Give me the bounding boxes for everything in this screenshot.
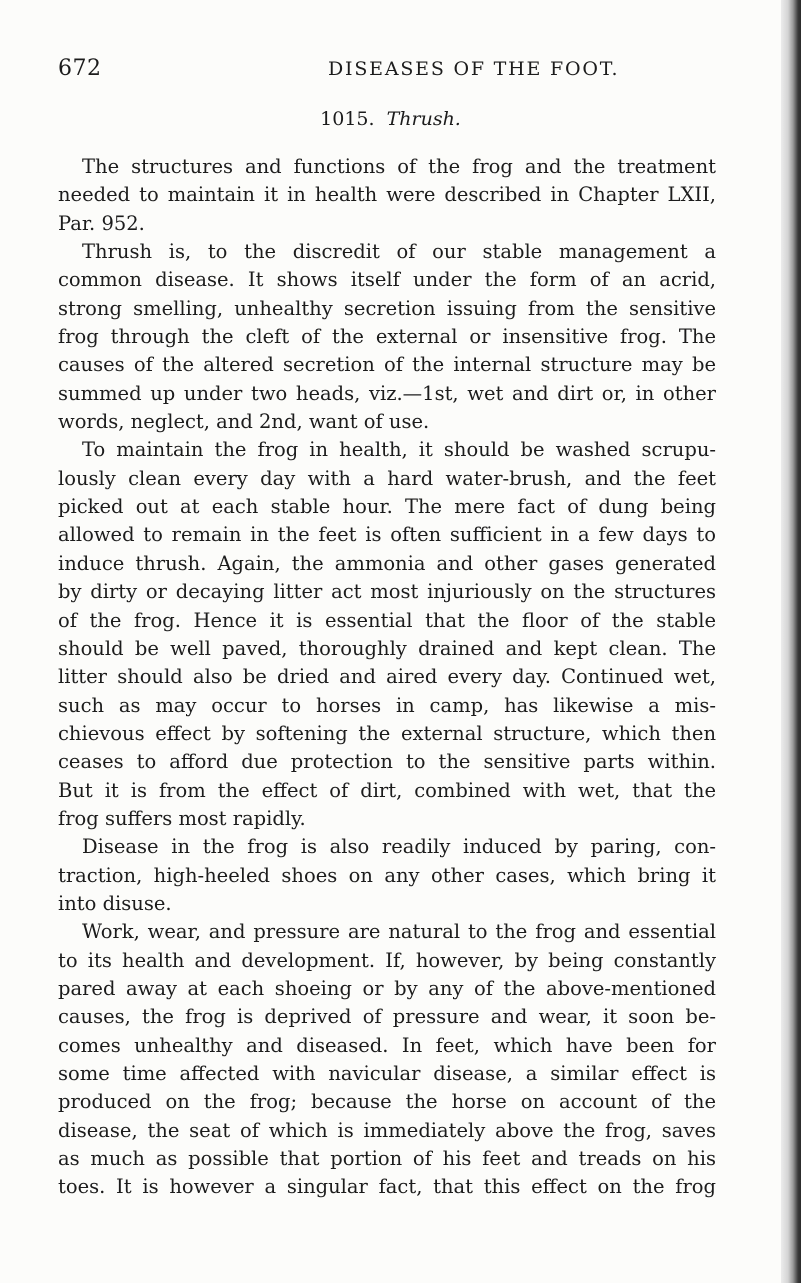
section-heading (0, 108, 791, 130)
text-line: ceases to afford due protection to the sensitive parts within. (58, 750, 716, 774)
text-line: summed up under two heads, viz.—1st, wet and dirt or, in other (58, 381, 716, 405)
text-line: chievous effect by softening the external structure, which then (58, 721, 716, 745)
text-line: disease, the seat of which is immediately above the frog, saves (58, 1118, 716, 1142)
text-line: of the frog. Hence it is essential that the floor of the stable (58, 608, 716, 632)
text-line: frog through the cleft of the external or insensitive frog. The (58, 325, 716, 349)
text-line: traction, high-heeled shoes on any other cases, which bring it (58, 863, 716, 887)
text-line: by dirty or decaying litter act most injuriously on the structures (58, 580, 716, 604)
text-line: causes, the frog is deprived of pressure and wear, it soon be- (58, 1005, 716, 1029)
section-number: 1015. (320, 108, 375, 130)
text-line: into disuse. (58, 891, 172, 915)
text-line: as much as possible that portion of his feet and treads on his (58, 1147, 716, 1171)
page-number: 672 (58, 56, 102, 81)
text-line: common disease. It shows itself under the form of an acrid, (58, 268, 716, 292)
text-line: words, neglect, and 2nd, want of use. (58, 410, 430, 434)
text-line: picked out at each stable hour. The mere fact of dung being (58, 495, 716, 519)
text-line: should be well paved, thoroughly drained and kept clean. The (58, 636, 716, 660)
text-line: toes. It is however a singular fact, that this effect on the frog (58, 1175, 716, 1199)
text-line: to its health and development. If, however, by being constantly (58, 948, 716, 972)
text-line: The structures and functions of the frog and the treatment (82, 155, 716, 178)
text-line: To maintain the frog in health, it should be washed scrupu- (82, 438, 716, 462)
text-line: litter should also be dried and aired every day. Continued wet, (58, 665, 716, 689)
text-line: Work, wear, and pressure are natural to the frog and essential (82, 920, 716, 944)
text-line: induce thrush. Again, the ammonia and other gases generated (58, 551, 716, 575)
text-line: such as may occur to horses in camp, has likewise a mis- (58, 693, 716, 717)
text-line: allowed to remain in the feet is often sufficient in a few days to (58, 523, 716, 547)
text-line: frog suffers most rapidly. (58, 806, 306, 830)
body-text (58, 153, 716, 1202)
text-line: strong smelling, unhealthy secretion issuing from the sensitive (58, 296, 716, 320)
text-line: some time affected with navicular disease, a similar effect is (58, 1062, 716, 1085)
text-line: Disease in the frog is also readily induced by paring, con- (82, 835, 716, 859)
running-head (58, 56, 698, 86)
text-line: causes of the altered secretion of the internal structure may be (58, 353, 716, 377)
text-line: produced on the frog; because the horse on account of the (58, 1090, 716, 1114)
text-line: needed to maintain it in health were described in Chapter LXII, (58, 183, 716, 207)
text-line: But it is from the effect of dirt, combined with wet, that the (58, 778, 716, 802)
text-line: pared away at each shoeing or by any of the above-mentioned (58, 976, 716, 1000)
text-line: Thrush is, to the discredit of our stable management a (82, 240, 716, 264)
page-edge-shadow (781, 0, 801, 1283)
text-line: comes unhealthy and diseased. In feet, which have been for (58, 1033, 716, 1057)
text-line: Par. 952. (58, 211, 145, 235)
text-line: lously clean every day with a hard water-brush, and the feet (58, 466, 716, 490)
section-title: Thrush. (386, 108, 461, 130)
running-title: DISEASES OF THE FOOT. (328, 58, 620, 80)
